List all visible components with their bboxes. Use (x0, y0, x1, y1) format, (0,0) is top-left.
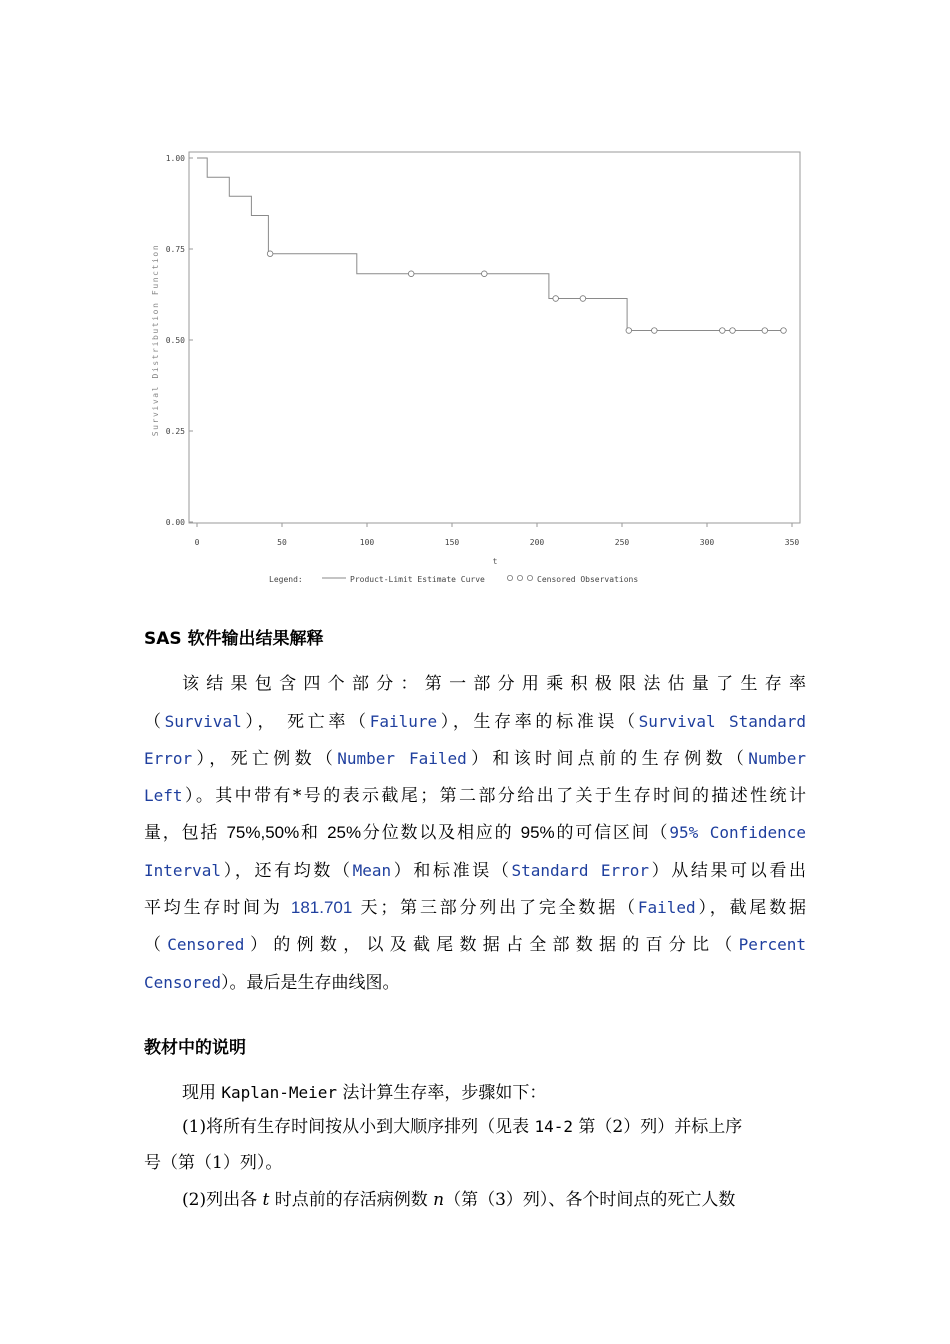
term-interval: Interval (144, 861, 222, 880)
censored-point (762, 328, 768, 334)
term-censored: Censored (144, 973, 222, 992)
censored-point (720, 328, 726, 334)
text-run: ）和标准误（ (391, 861, 512, 881)
text-run: 天；第三部分列出了完全数据（ (352, 898, 638, 918)
text-run: 和 (299, 823, 328, 843)
text-run: ）从结果可以看出 (649, 861, 807, 881)
x-tick-label: 100 (359, 538, 375, 547)
paragraph-line (144, 1145, 806, 1182)
x-axis-ticks (195, 523, 800, 547)
paragraph-line (144, 852, 806, 890)
censored-markers (267, 251, 786, 333)
term-failed: Failed (637, 898, 696, 917)
text-run: （第（3）列）、各个时间点的死亡人数 (444, 1190, 736, 1210)
table-ref: 14-2 (534, 1117, 574, 1136)
text-run: (1) (182, 1117, 207, 1137)
text-run: 第（2）列）并标上序 (573, 1117, 743, 1137)
text-run: ），死亡例数（ (192, 749, 338, 769)
section-title-textbook: 教材中的说明 (144, 1038, 246, 1058)
legend-label: Legend: (269, 575, 303, 584)
term-mean: Mean (352, 861, 392, 880)
text-run: ）。其中带有*号的表示截尾；第二部分给出了关于生存时间的描述性统计 (182, 786, 806, 806)
paragraph-line (144, 926, 806, 964)
variable-n: n (433, 1190, 445, 1210)
legend-censor-text: Censored Observations (537, 575, 639, 584)
paragraph-line (144, 703, 806, 741)
term-number: Number (748, 749, 807, 768)
term-standard-error: Standard Error (511, 861, 649, 880)
text-run: ）， 死亡率（ (241, 712, 370, 732)
text-run: ），还有均数（ (221, 861, 353, 881)
text-run: 平均生存时间为 (144, 898, 291, 918)
legend-curve-text: Product-Limit Estimate Curve (350, 575, 485, 584)
y-tick-label: 0.00 (165, 518, 185, 527)
text-run: （ (144, 712, 165, 732)
x-tick-label: 200 (529, 538, 545, 547)
paragraph-line (144, 889, 806, 927)
paragraph-line (144, 814, 806, 852)
y-tick-label: 0.50 (165, 336, 185, 345)
text-run: 25% (327, 823, 362, 842)
text-run: ） 的 例 数 ， 以 及 截 尾 数 据 占 全 部 数 据 的 百 分 比 （ (244, 935, 739, 955)
section-title-sas-output: SAS 软件输出结果解释 (144, 629, 324, 649)
plot-frame (189, 152, 800, 523)
term-survival-standard: Survival Standard (638, 712, 807, 731)
text-run: 法计算生存率，步骤如下： (337, 1083, 547, 1103)
variable-t: t (262, 1190, 270, 1210)
y-tick-label: 0.75 (165, 245, 185, 254)
x-tick-label: 50 (277, 538, 287, 547)
paragraph-line (182, 666, 806, 703)
text-run: 分位数以及相应的 (361, 823, 521, 843)
text-run: 列出各 (206, 1190, 263, 1210)
x-tick-label: 150 (444, 538, 460, 547)
y-axis-label: Survival Distribution Function (151, 243, 160, 437)
term-percent: Percent (738, 935, 806, 954)
paragraph-line (144, 964, 806, 1002)
text-run: 该 结 果 包 含 四 个 部 分 ： 第 一 部 分 用 乘 积 极 限 法 估 量 了 生 存 率 (182, 674, 807, 694)
text-run: ），截尾数据 (695, 898, 807, 918)
term-survival: Survival (164, 712, 242, 731)
text-run: ）和该时间点前的生存例数（ (466, 749, 749, 769)
text-run: 时点前的存活病例数 (269, 1190, 434, 1210)
censored-point (626, 328, 632, 334)
term-left: Left (144, 786, 183, 805)
text-run: 95% (520, 823, 555, 842)
term-error: Error (144, 749, 193, 768)
censored-point (652, 328, 658, 334)
censored-point (730, 328, 736, 334)
paragraph-line (182, 1108, 806, 1146)
censored-point (781, 328, 787, 334)
x-axis-label: t (492, 557, 498, 566)
text-run: （ (144, 935, 168, 955)
survival-chart (0, 0, 950, 600)
x-tick-label: 300 (699, 538, 715, 547)
x-tick-label: 0 (194, 538, 200, 547)
paragraph-line (182, 1074, 806, 1112)
censored-point (408, 271, 414, 277)
censored-point (267, 251, 273, 257)
text-run: 现用 (182, 1083, 222, 1103)
legend-censor-swatch-1 (507, 575, 512, 580)
term-failure: Failure (369, 712, 438, 731)
censored-point (553, 296, 559, 302)
x-tick-label: 250 (614, 538, 630, 547)
term-number-failed: Number Failed (337, 749, 467, 768)
paragraph-line (182, 1182, 806, 1219)
text-run: (2) (182, 1190, 207, 1210)
mean-survival-value: 181.701 (290, 898, 353, 917)
y-tick-label: 0.25 (165, 427, 185, 436)
legend (269, 575, 638, 584)
censored-point (482, 271, 488, 277)
text-run: 量，包括 (144, 823, 227, 843)
y-tick-label: 1.00 (165, 154, 185, 163)
censored-point (580, 296, 586, 302)
legend-censor-swatch-3 (527, 575, 532, 580)
term-95-confidence: 95% Confidence (669, 823, 807, 842)
text-run: ）。最后是生存曲线图。 (221, 973, 400, 993)
text-run: 将所有生存时间按从小到大顺序排列（见表 (206, 1117, 535, 1137)
paragraph-line (144, 740, 806, 778)
text-run: ），生存率的标准误（ (437, 712, 639, 732)
text-run: 号（第（1）列）。 (144, 1153, 283, 1173)
term-kaplan-meier: Kaplan-Meier (221, 1083, 337, 1102)
legend-censor-swatch-2 (517, 575, 522, 580)
term-censored: Censored (167, 935, 245, 954)
product-limit-curve (197, 158, 784, 331)
paragraph-line (144, 777, 806, 815)
text-run: 的可信区间（ (554, 823, 670, 843)
x-tick-label: 350 (784, 538, 800, 547)
text-run: 75%,50% (226, 823, 300, 842)
